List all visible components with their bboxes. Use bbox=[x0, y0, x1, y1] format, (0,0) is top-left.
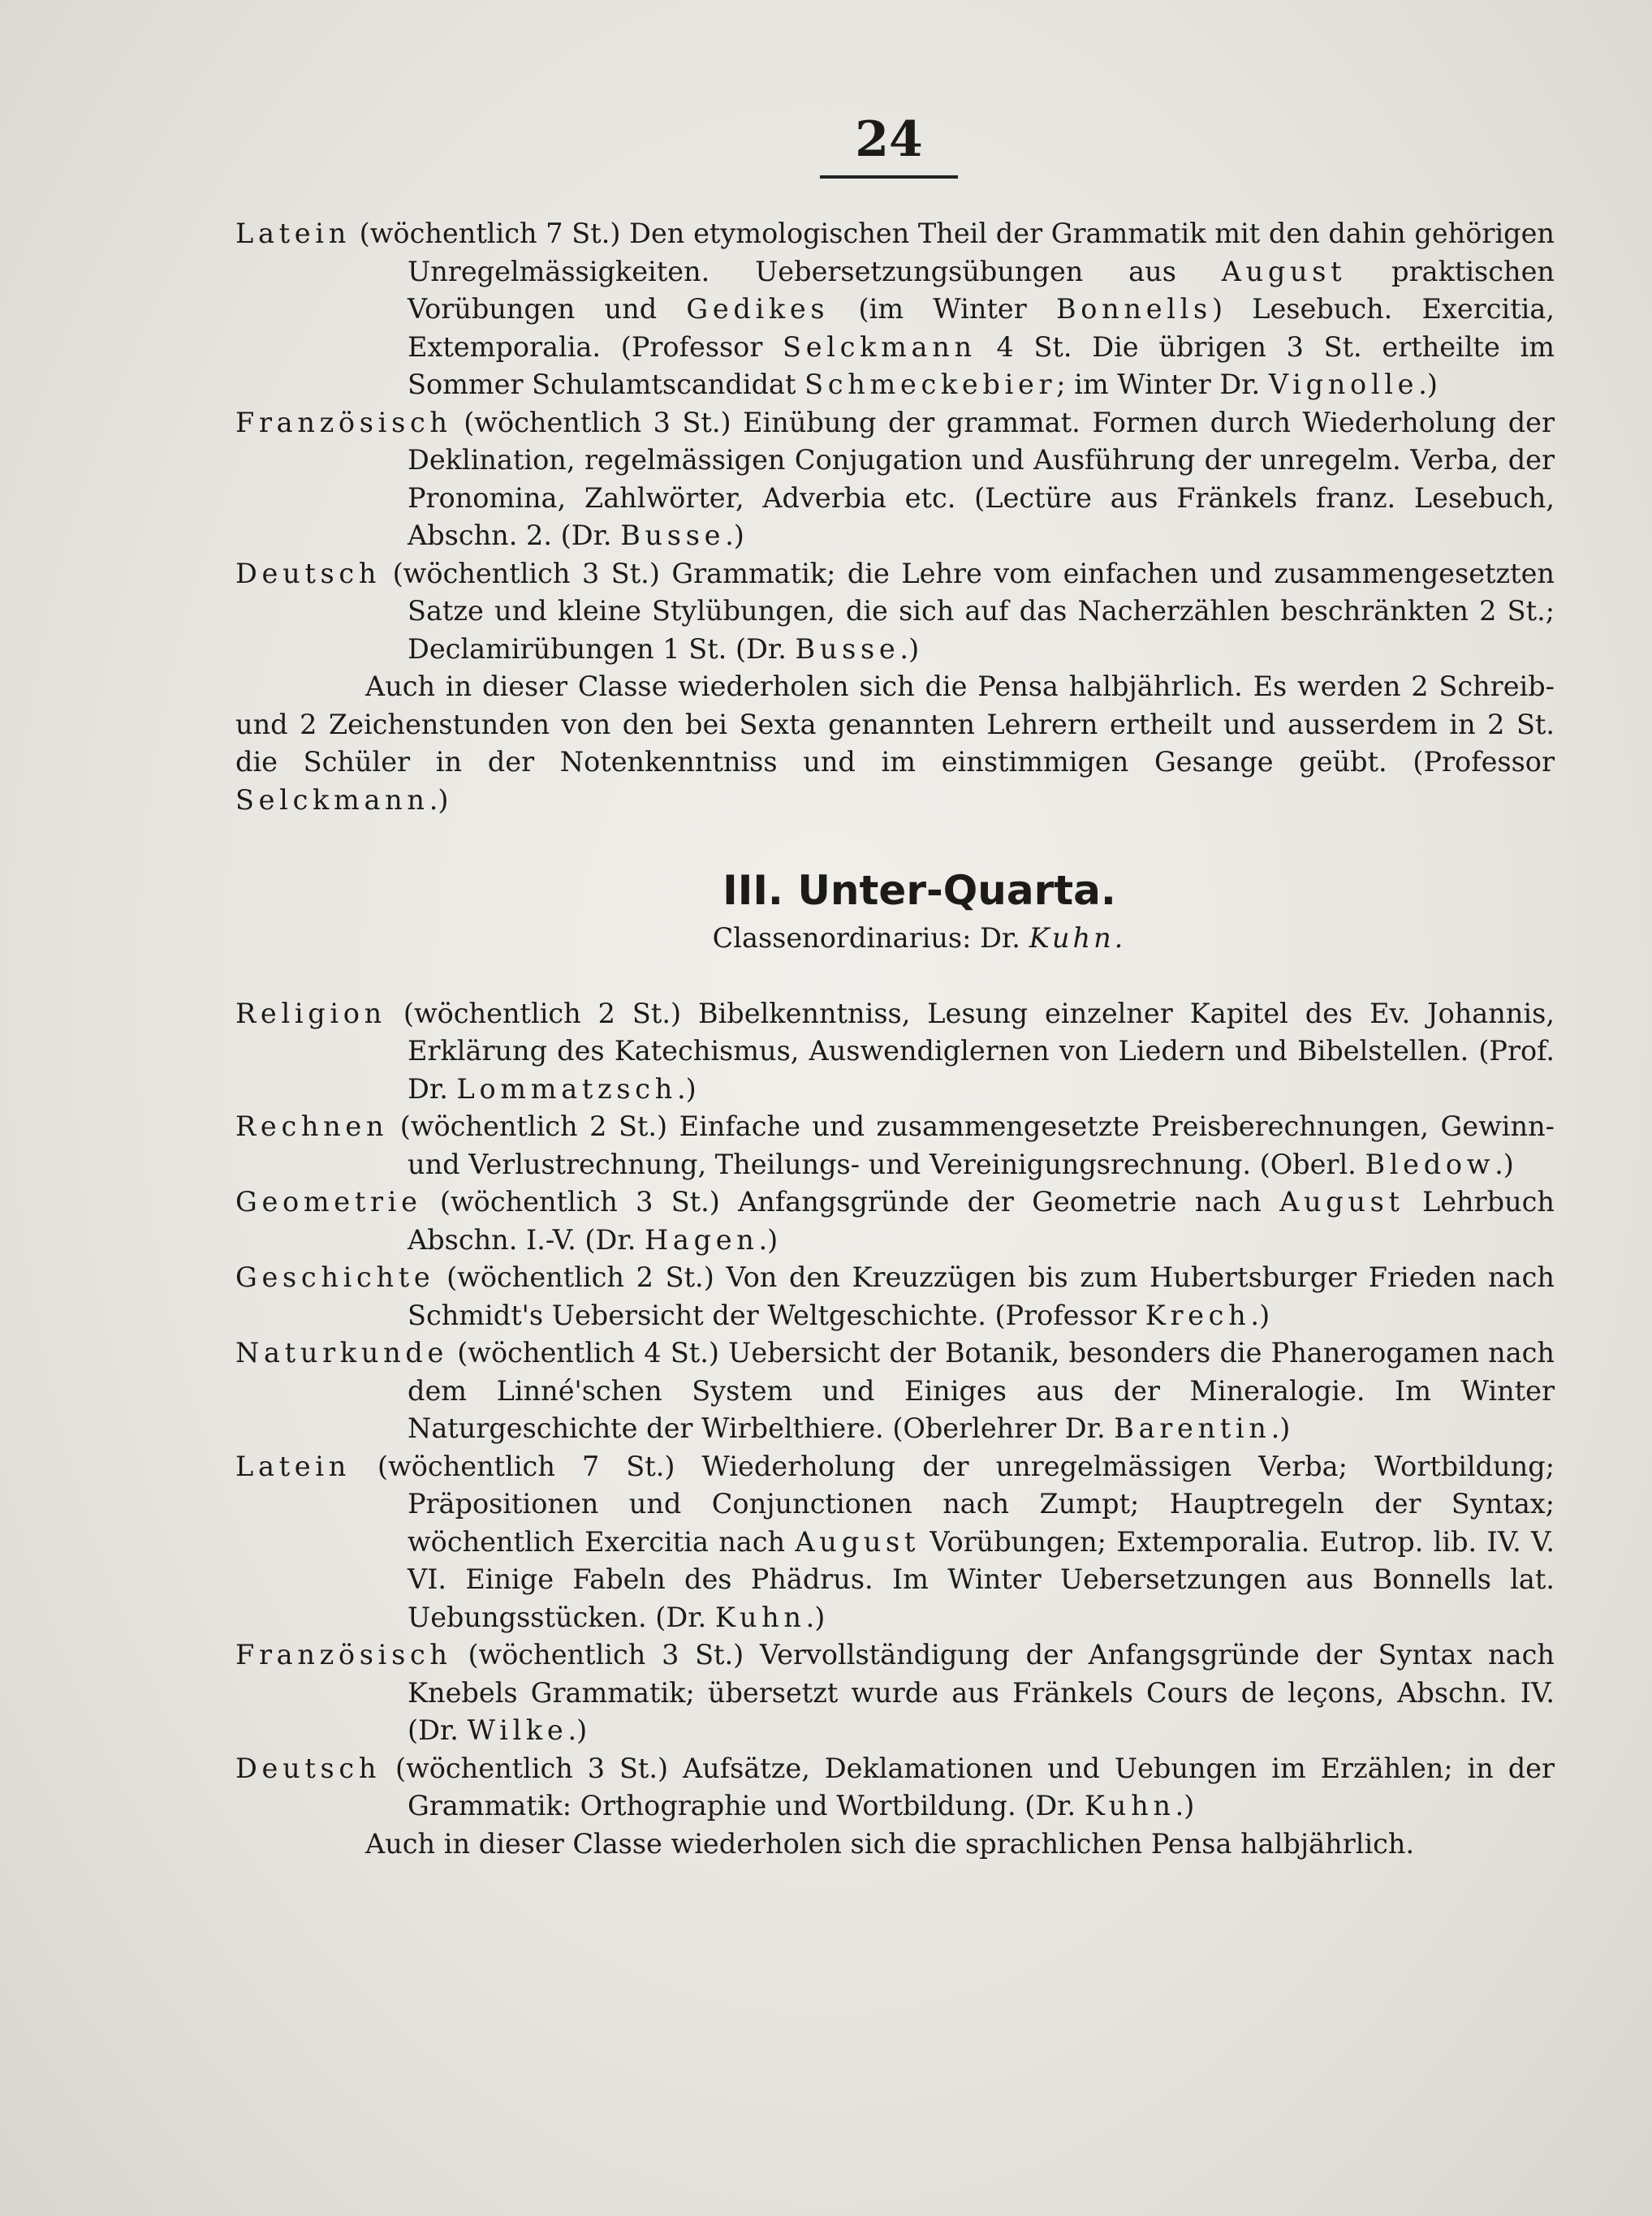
person-name: Bonnells bbox=[1055, 293, 1212, 325]
subject-name: Französisch bbox=[235, 1639, 452, 1671]
subject-entry-deutsch: Deutsch (wöchentlich 3 St.) Aufsätze, Deklamationen und Uebungen im Erzählen; in der Grammatik: Orthographie und Wortbildung. (Dr. Kuhn.) bbox=[235, 1752, 1555, 1822]
page-content bbox=[235, 215, 1555, 1863]
person-name: Selckmann bbox=[783, 330, 977, 363]
subject-name: Latein bbox=[235, 1450, 351, 1482]
subject-name: Religion bbox=[235, 997, 386, 1029]
page-number: 24 bbox=[855, 111, 923, 168]
person-name: Busse bbox=[620, 520, 726, 551]
person-name: Barentin bbox=[1114, 1412, 1271, 1444]
section-heading: III. Unter-Quarta. bbox=[722, 867, 1116, 914]
page-number-rule bbox=[820, 175, 958, 179]
subject-entry-franzoesisch-v: Französisch (wöchentlich 3 St.) Einübung der grammat. Formen durch Wiederholung der Deklination, regelmässigen Conjugation und Ausführung der unregelm. Verba, der Pronomina, Zahlwörter, Adverbia etc. (Lectüre aus Fränkels franz. Lesebuch, Abschn. 2. (Dr. Busse.) bbox=[235, 406, 1555, 551]
person-name: August bbox=[1279, 1186, 1404, 1218]
closing-paragraph-v: Auch in dieser Classe wiederholen sich die Pensa halbjährlich. Es werden 2 Schreib- und 2 Zeichenstunden von den bei Sexta genannten Lehrern ertheilt und ausserdem in 2 St. die Schüler in der Notenkenntniss und im einstimmigen Gesange geübt. (Professor Selckmann.) bbox=[235, 670, 1555, 816]
person-name: Schmeckebier bbox=[804, 369, 1057, 400]
person-name: Krech bbox=[1145, 1299, 1251, 1331]
subject-name: Naturkunde bbox=[235, 1337, 449, 1369]
subject-name: Französisch bbox=[235, 406, 452, 438]
person-name: Busse bbox=[795, 632, 900, 665]
person-name: Gedikes bbox=[686, 293, 830, 325]
subject-name: Deutsch bbox=[235, 557, 382, 589]
person-name: August bbox=[795, 1525, 921, 1558]
subject-entry-latein-v: Latein (wöchentlich 7 St.) Den etymologischen Theil der Grammatik mit den dahin gehörigen Unregelmässigkeiten. Uebersetzungsübungen aus August praktischen Vorübungen und Gedikes (im Winter Bonnells) Lesebuch. Exercitia, Extemporalia. (Professor Selckmann 4 St. Die übrigen 3 St. ertheilte im Sommer Schulamtscandidat Schmeckebier; im Winter Dr. Vignolle.) bbox=[235, 218, 1555, 400]
person-name: Vignolle bbox=[1268, 369, 1419, 400]
person-name: Kuhn bbox=[714, 1601, 806, 1633]
subject-entry-religion: Religion (wöchentlich 2 St.) Bibelkenntniss, Lesung einzelner Kapitel des Ev. Johannis, Erklärung des Katechismus, Auswendiglernen von Liedern und Bibelstellen. (Prof. Dr. Lommatzsch.) bbox=[235, 997, 1555, 1105]
ordinarius-name: Kuhn. bbox=[1029, 922, 1127, 954]
subject-name: Geschichte bbox=[235, 1261, 435, 1293]
person-name: Lommatzsch bbox=[456, 1072, 678, 1105]
person-name: Wilke bbox=[467, 1714, 568, 1746]
subject-name: Rechnen bbox=[235, 1110, 389, 1142]
subject-entry-geometrie: Geometrie (wöchentlich 3 St.) Anfangsgründe der Geometrie nach August Lehrbuch Abschn. I.-V. (Dr. Hagen.) bbox=[235, 1186, 1555, 1256]
subject-name: Latein bbox=[235, 218, 351, 249]
class-ordinarius: Classenordinarius: Dr. Kuhn. bbox=[712, 922, 1127, 954]
closing-paragraph-iii: Auch in dieser Classe wiederholen sich die sprachlichen Pensa halbjährlich. bbox=[365, 1827, 1415, 1860]
person-name: Selckmann bbox=[235, 783, 429, 816]
subject-name: Deutsch bbox=[235, 1752, 382, 1784]
person-name: August bbox=[1221, 255, 1347, 287]
subject-entry-deutsch-v: Deutsch (wöchentlich 3 St.) Grammatik; die Lehre vom einfachen und zusammengesetzten Satze und kleine Stylübungen, die sich auf das Nacherzählen beschränkten 2 St.; Declamirübungen 1 St. (Dr. Busse.) bbox=[235, 557, 1555, 665]
subject-entry-geschichte: Geschichte (wöchentlich 2 St.) Von den Kreuzzügen bis zum Hubertsburger Frieden nach Schmidt's Uebersicht der Weltgeschichte. (Professor Krech.) bbox=[235, 1261, 1555, 1331]
subject-entry-franzoesisch: Französisch (wöchentlich 3 St.) Vervollständigung der Anfangsgründe der Syntax nach Knebels Grammatik; übersetzt wurde aus Fränkels Cours de leçons, Abschn. IV. (Dr. Wilke.) bbox=[235, 1639, 1555, 1746]
subject-entry-naturkunde: Naturkunde (wöchentlich 4 St.) Uebersicht der Botanik, besonders die Phanerogamen nach dem Linné'schen System und Einiges aus der Mineralogie. Im Winter Naturgeschichte der Wirbelthiere. (Oberlehrer Dr. Barentin.) bbox=[235, 1337, 1555, 1444]
person-name: Bledow bbox=[1365, 1148, 1495, 1180]
subject-entry-latein: Latein (wöchentlich 7 St.) Wiederholung der unregelmässigen Verba; Wortbildung; Präpositionen und Conjunctionen nach Zumpt; Hauptregeln der Syntax; wöchentlich Exercitia nach August Vorübungen; Extemporalia. Eutrop. lib. IV. V. VI. Einige Fabeln des Phädrus. Im Winter Uebersetzungen aus Bonnells lat. Uebungsstücken. (Dr. Kuhn.) bbox=[235, 1450, 1555, 1633]
person-name: Kuhn bbox=[1084, 1790, 1175, 1822]
subject-name: Geometrie bbox=[235, 1186, 422, 1218]
subject-entry-rechnen: Rechnen (wöchentlich 2 St.) Einfache und zusammengesetzte Preisberechnungen, Gewinn- und Verlustrechnung, Theilungs- und Vereinigungsrechnung. (Oberl. Bledow.) bbox=[235, 1110, 1555, 1180]
person-name: Hagen bbox=[645, 1223, 759, 1256]
